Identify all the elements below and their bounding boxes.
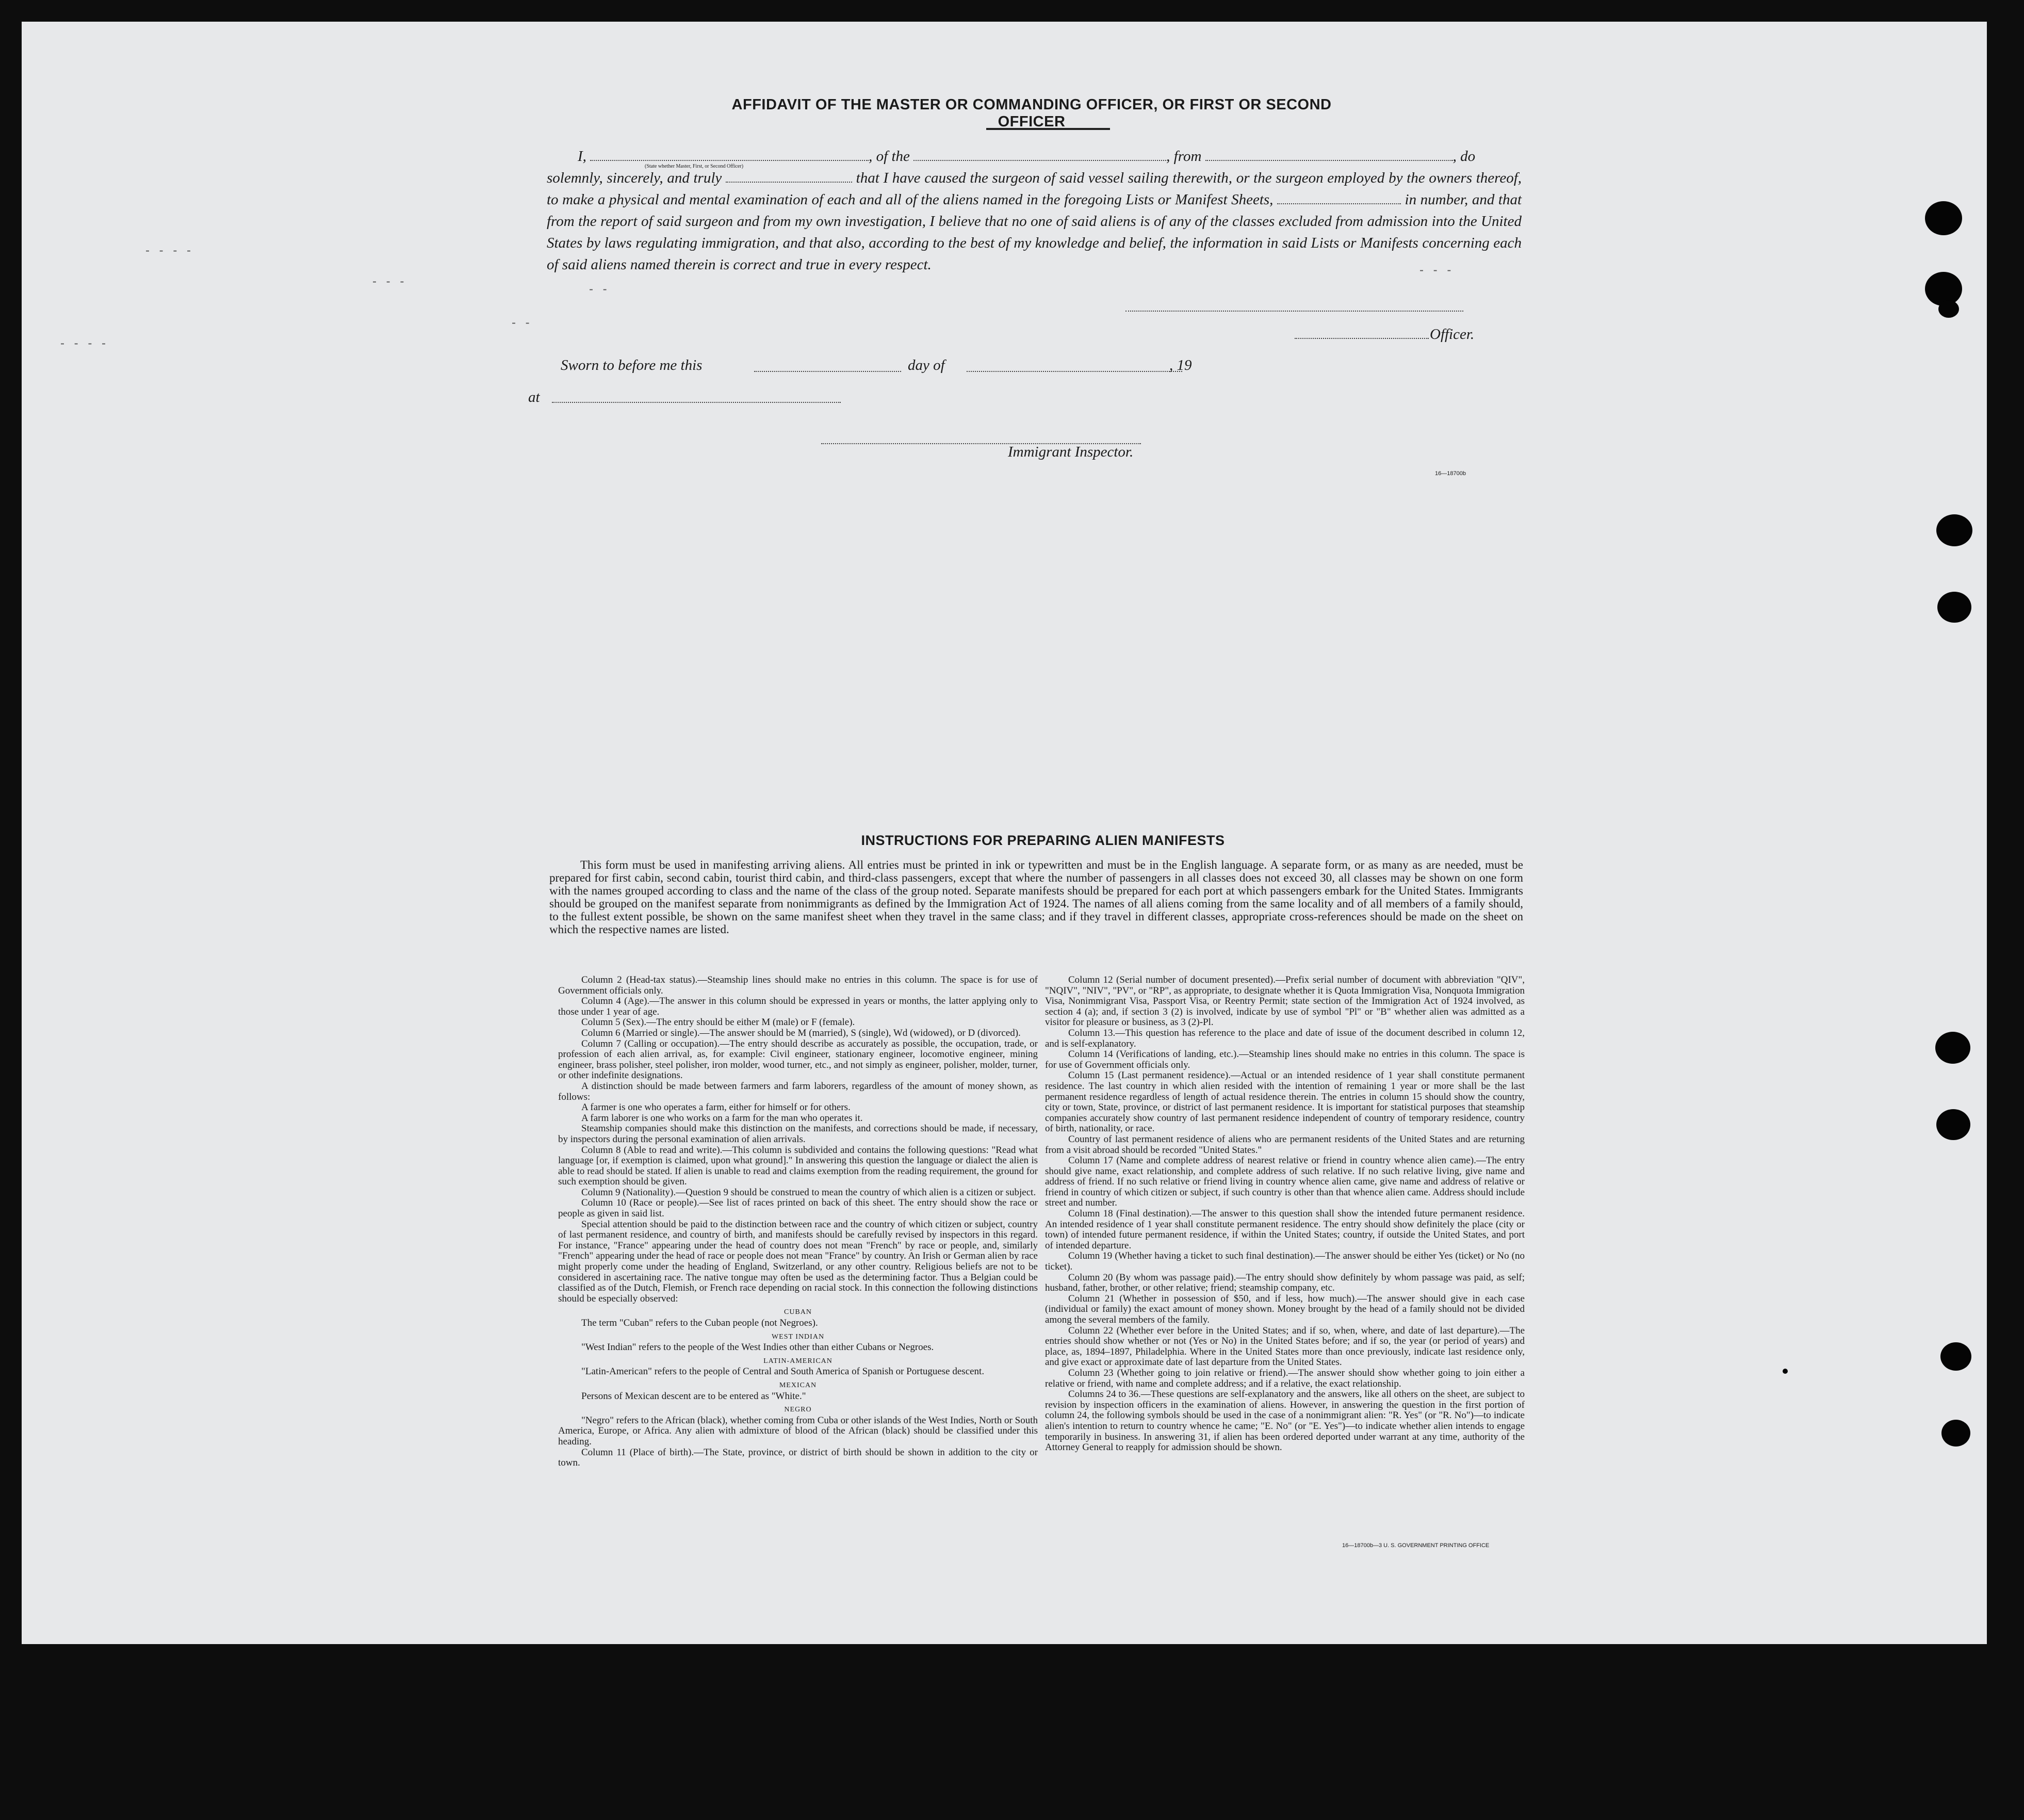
rank-instruction-note: (State whether Master, First, or Second Officer) <box>645 164 744 169</box>
instruction-paragraph: A farm laborer is one who works on a farm for the man who operates it. <box>581 1112 863 1124</box>
instruction-paragraph: A distinction should be made between farmers and farm laborers, regardless of the amount of money shown, as follows: <box>558 1080 1038 1102</box>
instruction-paragraph: Column 13.—This question has reference to the place and date of issue of the document described in column 12, and is self-explanatory. <box>1045 1027 1525 1049</box>
race-heading: LATIN-AMERICAN <box>763 1357 833 1365</box>
officer-rank-blank[interactable] <box>590 148 869 161</box>
instruction-paragraph: Column 14 (Verifications of landing, etc.).—Steamship lines should make no entries in this column. The space is for use of Government officials only. <box>1045 1049 1525 1070</box>
swear-affirm-blank[interactable] <box>726 169 852 183</box>
instruction-paragraph: Column 15 (Last permanent residence).—Actual or an intended residence of 1 year shall constitute permanent residence. The last country in which alien resided with the intention of remaining 1 year or more shall be the last permanent residence regardless of length of actual residence therein. The entries in column 15 should show the country, city or town, State, province, or district of last permanent residence. It is important for statistical purposes that steamship companies accurately show country of last permanent residence independent of country of temporary residence, country of birth, nationality, or race. <box>1045 1070 1525 1134</box>
margin-speck: - - <box>512 316 533 330</box>
margin-speck: - - - <box>372 274 407 288</box>
instruction-paragraph: Column 19 (Whether having a ticket to such final destination).—The answer should be either Yes (ticket) or No (no ticket). <box>1045 1250 1525 1273</box>
officer-label: Officer. <box>1430 326 1475 343</box>
instruction-paragraph: Column 20 (By whom was passage paid).—The entry should show definitely by whom passage was paid, as self; husband, father, brother, or other relative; friend; steamship company, etc. <box>1045 1272 1525 1294</box>
word-of-the: , of the <box>869 148 910 165</box>
affidavit-body-part2: in number, and that from the report of said surgeon and from my own investigation, I believe that no one of said aliens is of any of the classes excluded from admission into the United States by laws regulating immigration, and that also, according to the best of my knowledge and belief, the information in said Lists or Manifests concerning each of said aliens named therein is correct and true in every respect. <box>547 191 1522 273</box>
instruction-paragraph: Column 10 (Race or people).—See list of races printed on back of this sheet. The entry should show the race or people as given in said list. <box>558 1197 1038 1220</box>
instruction-paragraph: Column 17 (Name and complete address of nearest relative or friend in country whence alien came).—The entry should give name, exact relationship, and complete address of such relative. If no such relative living, give name and address of friend. If no such relative or friend living in country whence alien came, give name and address of relative or friend in country of which citizen or subject, if such country is other than that whence alien came. Address should include street and number. <box>1045 1155 1525 1209</box>
race-heading: NEGRO <box>784 1406 812 1414</box>
instruction-paragraph: Column 5 (Sex).—The entry should be either M (male) or F (female). <box>581 1017 855 1028</box>
affidavit-body <box>547 145 1522 275</box>
instruction-paragraph: Column 22 (Whether ever before in the United States; and if so, when, where, and date of last departure).—The entries should show whether or not (Yes or No) in the United States before; and if so, the year (or period of years) and place, as, 1894–1897, Philadelphia. Where in the United States more than once previously, indicate last residence only, and give exact or approximate date of last departure from the United States. <box>1045 1325 1525 1368</box>
instructions-right-column <box>1045 975 1525 1453</box>
day-of-label: day of <box>908 357 945 373</box>
race-definition: The term "Cuban" refers to the Cuban people (not Negroes). <box>581 1318 818 1328</box>
punch-hole <box>1935 1032 1970 1064</box>
number-of-aliens-blank[interactable] <box>1277 191 1401 204</box>
instruction-paragraph: Column 23 (Whether going to join relative or friend).—The answer should show whether going to join either a relative or friend, with name and complete address; and if a relative, the exact relationship. <box>1045 1367 1525 1389</box>
instruction-paragraph: Column 9 (Nationality).—Question 9 should be construed to mean the country of which alien is a citizen or subject. <box>581 1187 1036 1198</box>
instruction-paragraph: Column 7 (Calling or occupation).—The entry should describe as accurately as possible, the occupation, trade, or profession of each alien arrival, as, for example: Civil engineer, stationary engineer, locomotive engineer, mining engineer, brass polisher, steel polisher, iron molder, wood turner, etc., and not simply as engineer, polisher, molder, turner, or other indefinite designations. <box>558 1038 1038 1081</box>
margin-speck: - - - - <box>145 243 194 257</box>
sworn-label: Sworn to before me this <box>561 357 703 373</box>
punch-hole <box>1941 1420 1970 1447</box>
affidavit-title: AFFIDAVIT OF THE MASTER OR COMMANDING OFFICER, OR FIRST OR SECOND OFFICER <box>731 96 1332 130</box>
footer-printer-line: 16—18700b—3 U. S. GOVERNMENT PRINTING OFFICE <box>1342 1542 1490 1549</box>
race-definition: "Latin-American" refers to the people of Central and South America of Spanish or Portuguese descent. <box>581 1366 985 1377</box>
margin-speck: - - - - <box>60 336 109 350</box>
punch-hole <box>1936 514 1972 546</box>
word-do: , do <box>1452 148 1476 165</box>
margin-speck: - - - <box>1419 263 1455 277</box>
race-heading: MEXICAN <box>779 1381 817 1389</box>
margin-speck: - - <box>589 282 610 296</box>
signature-line[interactable] <box>1125 311 1463 312</box>
punch-hole <box>1940 1342 1971 1371</box>
document-page <box>22 22 1987 1644</box>
instruction-paragraph: Column 12 (Serial number of document presented).—Prefix serial number of document with abbreviation "QIV", "NQIV", "NIV", "PV", or "RP", as appropriate, to designate whether it is Quota Immigration Visa, Nonquota Immigration Visa, Nonimmigrant Visa, Passport Visa, or Reentry Permit; state section of the Immigration Act of 1924 involved, as section 4 (a); and, if section 3 (2) is involved, indicate by use of symbol "Pl" or "B" whether alien was admitted as a visitor for pleasure or business, as 3 (2)-Pl. <box>1045 974 1525 1028</box>
year-label: , 19 <box>1169 357 1192 373</box>
ink-dot <box>1783 1369 1788 1374</box>
sworn-day-blank[interactable] <box>754 371 901 372</box>
race-heading: CUBAN <box>784 1308 812 1317</box>
instruction-paragraph: Column 8 (Able to read and write).—This column is subdivided and contains the following questions: "Read what language [or, if exemption is claimed, upon what ground]." In answering this question the language or dialect the alien is able to read should be stated. If alien is unable to read and claims exemption from the reading requirement, the ground for such exemption should be given. <box>558 1144 1038 1188</box>
solemnly-text: solemnly, sincerely, and truly <box>547 170 722 186</box>
instruction-paragraph: Column 18 (Final destination).—The answer to this question shall show the intended future permanent residence. An intended residence of 1 year shall constitute permanent residence. The entry should show definitely the place (city or town) of intended future permanent residence, if within the United States; country, if outside the United States, and port of intended departure. <box>1045 1208 1525 1251</box>
instruction-paragraph: Column 2 (Head-tax status).—Steamship lines should make no entries in this column. The space is for use of Government officials only. <box>558 974 1038 996</box>
at-label: at <box>528 389 540 405</box>
punch-hole <box>1925 201 1962 235</box>
officer-signature-line[interactable] <box>1295 338 1429 339</box>
instruction-paragraph: A farmer is one who operates a farm, either for himself or for others. <box>581 1102 851 1113</box>
port-blank[interactable] <box>1205 148 1453 161</box>
instructions-left-column <box>558 975 1038 1469</box>
race-definition: "West Indian" refers to the people of the West Indies other than either Cubans or Negroes. <box>581 1342 934 1353</box>
word-i: I, <box>578 148 586 165</box>
affidavit-body-part1: that I have caused the surgeon of said vessel sailing therewith, or the surgeon employed by the owners thereof, to make a physical and mental examination of each and all of the aliens named in the foregoing Lists or Manifest Sheets, <box>547 170 1522 208</box>
punch-hole <box>1937 592 1971 623</box>
race-definition: "Negro" refers to the African (black), whether coming from Cuba or other islands of the West Indies, North or South America, Europe, or Africa. Any alien with admixture of blood of the African (black) should be classified under this heading. <box>558 1415 1038 1447</box>
instructions-intro: This form must be used in manifesting arriving aliens. All entries must be printed in ink or typewritten and must be in the English language. A separate form, or as many as are needed, must be prepared for first cabin, second cabin, tourist third cabin, and third-class passengers, except that where the number of passengers in all classes does not exceed 30, all classes may be shown on one form with the names grouped according to class and the name of the class of the group noted. Separate manifests should be prepared for each port at which passengers embark for the United States. Immigrants should be grouped on the manifest separate from nonimmigrants as defined by the Immigration Act of 1924. The names of all aliens coming from the same locality and of all members of a family should, to the fullest extent possible, be shown on the same manifest sheet when they travel in the same class; and if they travel in different classes, appropriate cross-references should be made on the sheet on which the respective names are listed. <box>549 858 1523 936</box>
sworn-place-blank[interactable] <box>552 402 841 403</box>
instruction-paragraph: Columns 24 to 36.—These questions are self-explanatory and the answers, like all others on the sheet, are subject to revision by inspection officers in the examination of aliens. However, in answering the question in the first portion of column 24, the following symbols should be used in the case of a nonimmigrant alien: "R. Yes" (or "R. No")—to indicate alien's intention to return to country whence he came; "E. No" (or "E. Yes")—to indicate whether alien intends to engage temporarily in business. In answering 31, if alien has been ordered deported under warrant at any time, authority of the Attorney General to reapply for admission should be shown. <box>1045 1389 1525 1453</box>
punch-hole <box>1936 1109 1970 1140</box>
instruction-paragraph: Column 4 (Age).—The answer in this column should be expressed in years or months, the latter applying only to those under 1 year of age. <box>558 996 1038 1017</box>
punch-hole <box>1938 300 1959 318</box>
race-definition: Persons of Mexican descent are to be entered as "White." <box>581 1390 806 1402</box>
instructions-title: INSTRUCTIONS FOR PREPARING ALIEN MANIFESTS <box>861 833 1225 848</box>
instruction-paragraph: Steamship companies should make this distinction on the manifests, and corrections should be made, if necessary, by inspectors during the personal examination of alien arrivals. <box>558 1123 1038 1145</box>
sworn-month-blank[interactable] <box>967 371 1182 372</box>
vessel-name-blank[interactable] <box>913 148 1166 161</box>
instruction-paragraph: Column 11 (Place of birth).—The State, province, or district of birth should be shown in addition to the city or town. <box>558 1447 1038 1469</box>
race-heading: WEST INDIAN <box>771 1333 825 1341</box>
instruction-paragraph: Column 6 (Married or single).—The answer should be M (married), S (single), Wd (widowed), or D (divorced). <box>581 1027 1021 1038</box>
instruction-paragraph: Special attention should be paid to the distinction between race and the country of which citizen or subject, country of last permanent residence, and country of birth, and manifests should be carefully revised by inspectors in this regard. For instance, "France" appearing under the head of country does not mean "French" by race or people, and, similarly "French" appearing under the head of race or people does not mean "France" by country. An Irish or German alien by race might properly come under the heading of England, Switzerland, or any other country. Religious beliefs are not to be considered in ascertaining race. The native tongue may often be used as the determining factor. Thus a Belgian could be classified as of the Dutch, Flemish, or French race depending on racial stock. In this connection the following distinctions should be especially observed: <box>558 1218 1038 1304</box>
word-from: , from <box>1166 148 1202 165</box>
instruction-paragraph: Column 21 (Whether in possession of $50, and if less, how much).—The answer should give in each case (individual or family) the exact amount of money shown. Money brought by the head of a family should not be divided among the several members of the family. <box>1045 1293 1525 1325</box>
instruction-paragraph: Country of last permanent residence of aliens who are permanent residents of the United States and are returning from a visit abroad should be recorded "United States." <box>1045 1133 1525 1156</box>
affidavit-form-number: 16—18700b <box>1435 470 1466 477</box>
inspector-label: Immigrant Inspector. <box>1008 444 1134 460</box>
title-rule <box>986 128 1110 130</box>
